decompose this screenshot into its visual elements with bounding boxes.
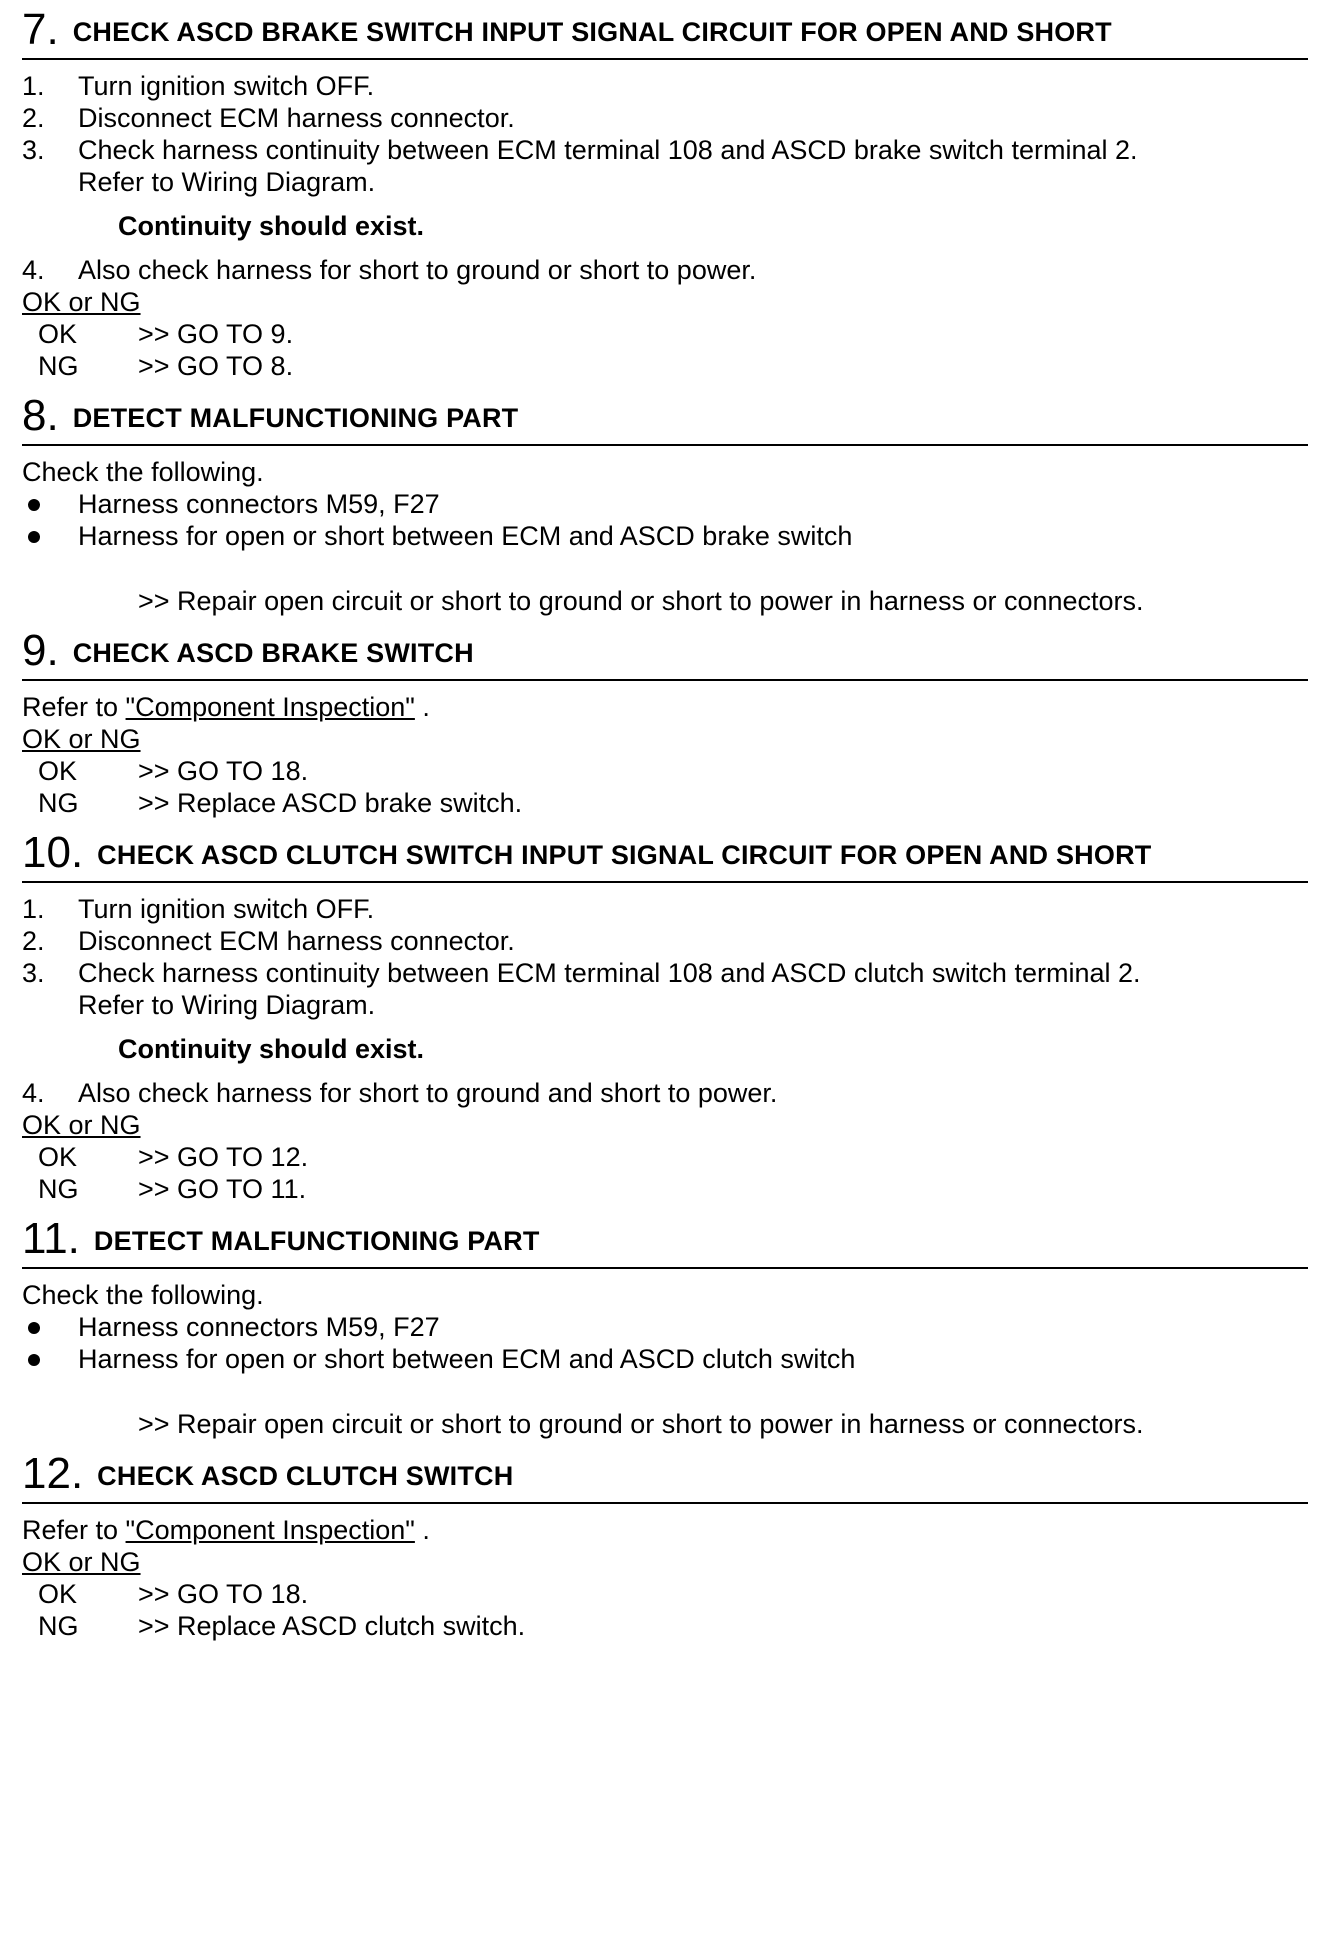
item-number: 4. xyxy=(22,1078,45,1108)
step-number: 8. xyxy=(22,391,59,440)
item-text: Disconnect ECM harness connector. xyxy=(78,103,515,133)
step-title: DETECT MALFUNCTIONING PART xyxy=(72,403,519,433)
item-number: 2. xyxy=(22,103,45,133)
intro-text: Check the following. xyxy=(22,457,264,487)
step-header xyxy=(22,1444,1308,1504)
step-12 xyxy=(22,1444,1308,1642)
step-10 xyxy=(22,823,1308,1205)
item-text: Disconnect ECM harness connector. xyxy=(78,926,515,956)
bullet-icon xyxy=(22,488,78,520)
item-text: Check harness continuity between ECM terminal 108 and ASCD brake switch terminal 2. xyxy=(78,135,1138,165)
repair-action: >> Repair open circuit or short to ground or short to power in harness or connectors. xyxy=(138,586,1144,616)
step-9 xyxy=(22,621,1308,819)
step-number: 12. xyxy=(22,1449,84,1498)
bullet-item xyxy=(22,1343,1308,1375)
bullet-text: Harness connectors M59, F27 xyxy=(78,1312,440,1342)
result-row xyxy=(22,350,1308,382)
result-key: OK xyxy=(38,319,78,349)
ok-or-ng-label: OK or NG xyxy=(22,1110,141,1140)
refer-suffix: . xyxy=(414,1515,430,1545)
continuity-note: Continuity should exist. xyxy=(118,1034,425,1064)
list-item xyxy=(22,893,1308,925)
result-key: OK xyxy=(38,1142,78,1172)
item-number: 1. xyxy=(22,71,45,101)
result-action: >> Replace ASCD brake switch. xyxy=(138,788,523,818)
result-action: >> GO TO 18. xyxy=(138,756,309,786)
component-inspection-link[interactable]: "Component Inspection" xyxy=(125,1515,415,1545)
result-key: NG xyxy=(38,788,79,818)
item-number: 4. xyxy=(22,255,45,285)
list-item xyxy=(22,254,1308,286)
step-number: 7. xyxy=(22,5,59,54)
item-continuation: Refer to Wiring Diagram. xyxy=(78,990,376,1020)
bullet-item xyxy=(22,520,1308,552)
refer-prefix: Refer to xyxy=(22,692,126,722)
result-action: >> Replace ASCD clutch switch. xyxy=(138,1611,526,1641)
bullet-icon xyxy=(22,1311,78,1343)
step-number: 9. xyxy=(22,626,59,675)
step-7 xyxy=(22,0,1308,382)
item-text: Also check harness for short to ground and short to power. xyxy=(78,1078,778,1108)
item-text: Turn ignition switch OFF. xyxy=(78,894,375,924)
list-item xyxy=(22,102,1308,134)
result-key: OK xyxy=(38,1579,78,1609)
result-action: >> GO TO 12. xyxy=(138,1142,309,1172)
step-8 xyxy=(22,386,1308,617)
step-title: DETECT MALFUNCTIONING PART xyxy=(93,1226,540,1256)
continuity-note: Continuity should exist. xyxy=(118,211,425,241)
list-item xyxy=(22,134,1308,166)
bullet-text: Harness connectors M59, F27 xyxy=(78,489,440,519)
step-number: 11. xyxy=(22,1214,80,1263)
item-number: 3. xyxy=(22,135,45,165)
bullet-icon xyxy=(22,1343,78,1375)
item-number: 1. xyxy=(22,894,45,924)
ok-or-ng-label: OK or NG xyxy=(22,287,141,317)
result-key: NG xyxy=(38,1611,79,1641)
bullet-text: Harness for open or short between ECM and ASCD clutch switch xyxy=(78,1344,856,1374)
step-title: CHECK ASCD CLUTCH SWITCH xyxy=(97,1461,514,1491)
step-number: 10. xyxy=(22,828,84,877)
step-header xyxy=(22,621,1308,681)
step-title: CHECK ASCD BRAKE SWITCH INPUT SIGNAL CIRCUIT FOR OPEN AND SHORT xyxy=(72,17,1112,47)
component-inspection-link[interactable]: "Component Inspection" xyxy=(125,692,415,722)
step-header xyxy=(22,386,1308,446)
step-11 xyxy=(22,1209,1308,1440)
result-row xyxy=(22,1610,1308,1642)
list-item xyxy=(22,957,1308,989)
list-item xyxy=(22,1077,1308,1109)
result-row xyxy=(22,318,1308,350)
item-text: Check harness continuity between ECM terminal 108 and ASCD clutch switch terminal 2. xyxy=(78,958,1141,988)
item-number: 2. xyxy=(22,926,45,956)
bullet-item xyxy=(22,1311,1308,1343)
item-number: 3. xyxy=(22,958,45,988)
result-action: >> GO TO 18. xyxy=(138,1579,309,1609)
step-header xyxy=(22,1209,1308,1269)
result-row xyxy=(22,1141,1308,1173)
result-row xyxy=(22,1173,1308,1205)
step-title: CHECK ASCD CLUTCH SWITCH INPUT SIGNAL CIRCUIT FOR OPEN AND SHORT xyxy=(97,840,1152,870)
result-row xyxy=(22,1578,1308,1610)
step-title: CHECK ASCD BRAKE SWITCH xyxy=(72,638,474,668)
result-action: >> GO TO 9. xyxy=(138,319,294,349)
document-page xyxy=(22,0,1308,1642)
step-header xyxy=(22,823,1308,883)
result-key: NG xyxy=(38,351,79,381)
item-continuation: Refer to Wiring Diagram. xyxy=(78,167,376,197)
bullet-item xyxy=(22,488,1308,520)
bullet-text: Harness for open or short between ECM and ASCD brake switch xyxy=(78,521,853,551)
refer-prefix: Refer to xyxy=(22,1515,126,1545)
result-action: >> GO TO 11. xyxy=(138,1174,307,1204)
result-row xyxy=(22,787,1308,819)
item-text: Also check harness for short to ground or short to power. xyxy=(78,255,757,285)
result-key: NG xyxy=(38,1174,79,1204)
item-text: Turn ignition switch OFF. xyxy=(78,71,375,101)
result-action: >> GO TO 8. xyxy=(138,351,294,381)
list-item xyxy=(22,925,1308,957)
ok-or-ng-label: OK or NG xyxy=(22,1547,141,1577)
bullet-icon xyxy=(22,520,78,552)
refer-line xyxy=(22,1514,1308,1546)
refer-line xyxy=(22,691,1308,723)
result-key: OK xyxy=(38,756,78,786)
refer-suffix: . xyxy=(414,692,430,722)
ok-or-ng-label: OK or NG xyxy=(22,724,141,754)
step-header xyxy=(22,0,1308,60)
repair-action: >> Repair open circuit or short to ground or short to power in harness or connectors. xyxy=(138,1409,1144,1439)
list-item xyxy=(22,70,1308,102)
intro-text: Check the following. xyxy=(22,1280,264,1310)
result-row xyxy=(22,755,1308,787)
